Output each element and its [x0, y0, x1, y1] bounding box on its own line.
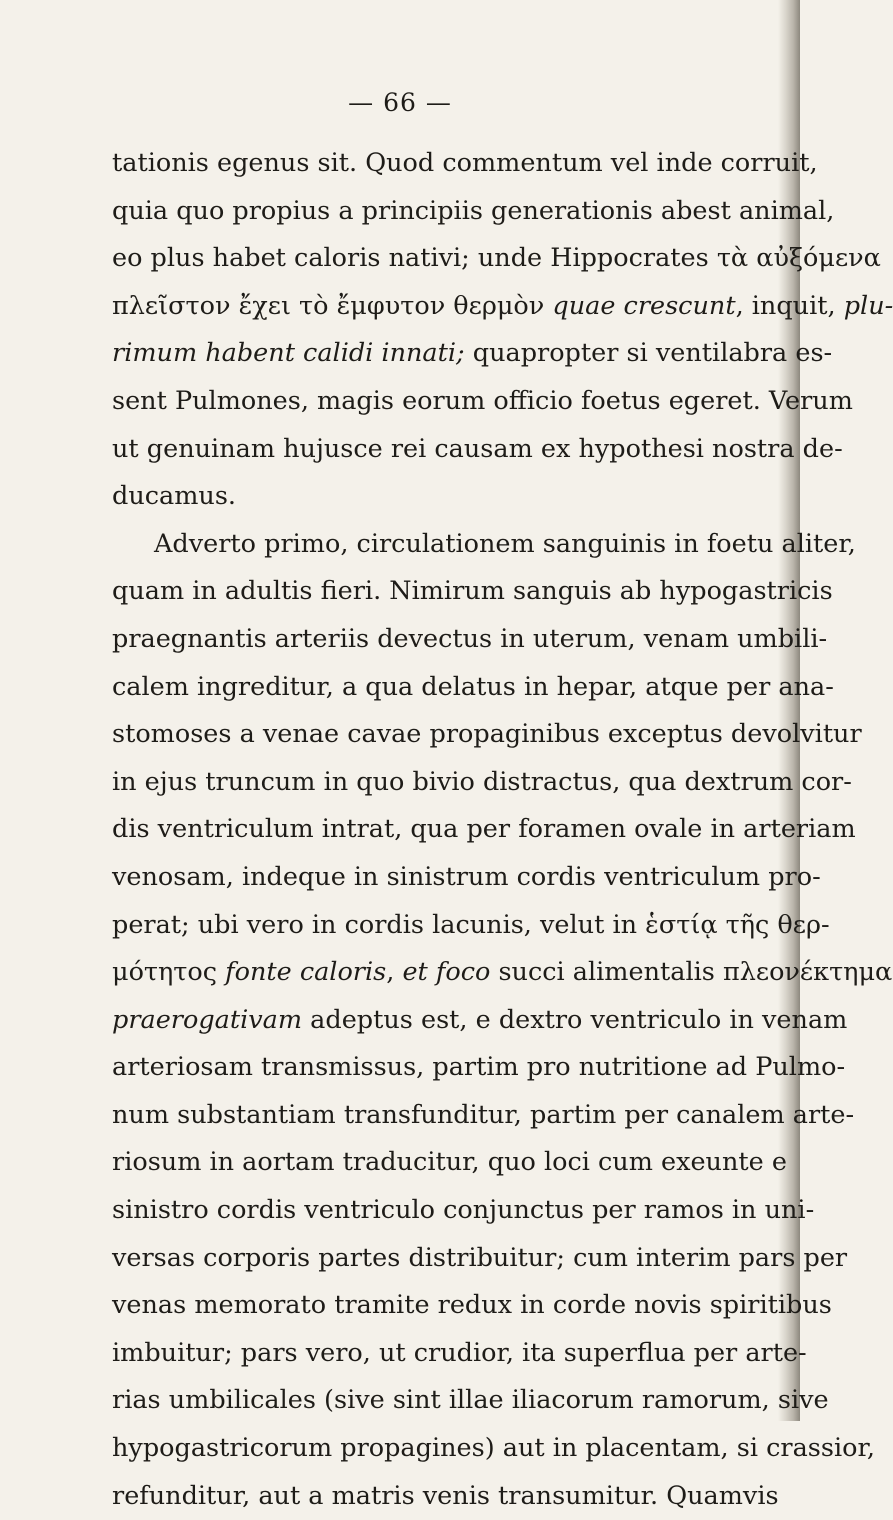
text-line-22: riosum in aortam traducitur, quo loci cum exeunte e: [112, 1147, 787, 1178]
text-line-12: calem ingreditur, a qua delatus in hepar, atque per ana-: [112, 671, 834, 702]
text-line-17: perat; ubi vero in cordis lacunis, velut in ἑστίᾳ τῆς θερ-: [112, 909, 830, 940]
text-line-19: praerogativam adeptus est, e dextro ventriculo in venam: [112, 1004, 848, 1035]
text-line-13: stomoses a venae cavae propaginibus exceptus devolvitur: [112, 719, 862, 750]
body-text: [112, 140, 893, 1520]
text-line-18: μότητος fonte caloris, et foco succi alimentalis πλεονέκτημα: [112, 957, 893, 988]
text-line-9-paragraph-start: Adverto primo, circulationem sanguinis in foetu aliter,: [154, 528, 856, 559]
text-line-15: dis ventriculum intrat, qua per foramen ovale in arteriam: [112, 814, 856, 845]
text-line-8-paragraph-end: ducamus.: [112, 481, 237, 512]
text-line-23: sinistro cordis ventriculo conjunctus per ramos in uni-: [112, 1195, 815, 1226]
text-line-14: in ejus truncum in quo bivio distractus, qua dextrum cor-: [112, 766, 852, 797]
text-line-25: venas memorato tramite redux in corde novis spiritibus: [112, 1290, 832, 1321]
text-line-24: versas corporis partes distribuitur; cum interim pars per: [112, 1242, 848, 1273]
text-line-4: πλεῖστον ἔχει τὸ ἔμφυτον θερμὸν quae crescunt, inquit, plu-: [112, 290, 893, 321]
text-line-28: hypogastricorum propagines) aut in placentam, si crassior,: [112, 1433, 875, 1464]
text-line-27: rias umbilicales (sive sint illae iliacorum ramorum, sive: [112, 1385, 829, 1416]
text-line-29: refunditur, aut a matris venis transumitur. Quamvis: [112, 1480, 779, 1511]
text-line-7: ut genuinam hujusce rei causam ex hypothesi nostra de-: [112, 433, 843, 464]
text-line-21: num substantiam transfunditur, partim per canalem arte-: [112, 1099, 855, 1130]
text-line-6: sent Pulmones, magis eorum officio foetus egeret. Verum: [112, 385, 853, 416]
text-line-2: quia quo propius a principiis generationis abest animal,: [112, 195, 835, 226]
text-line-3: eo plus habet caloris nativi; unde Hippocrates τὰ αὐξόμενα: [112, 243, 881, 274]
page-number: — 66 —: [348, 88, 452, 117]
text-line-11: praegnantis arteriis devectus in uterum, venam umbili-: [112, 623, 828, 654]
text-line-20: arteriosam transmissus, partim pro nutritione ad Pulmo-: [112, 1052, 846, 1083]
text-line-5: rimum habent calidi innati; quapropter si ventilabra es-: [112, 338, 833, 369]
text-line-26: imbuitur; pars vero, ut crudior, ita superflua per arte-: [112, 1337, 807, 1368]
text-line-10: quam in adultis fieri. Nimirum sanguis ab hypogastricis: [112, 576, 833, 607]
text-line-1: tationis egenus sit. Quod commentum vel inde corruit,: [112, 148, 818, 178]
text-line-16: venosam, indeque in sinistrum cordis ventriculum pro-: [112, 861, 821, 892]
